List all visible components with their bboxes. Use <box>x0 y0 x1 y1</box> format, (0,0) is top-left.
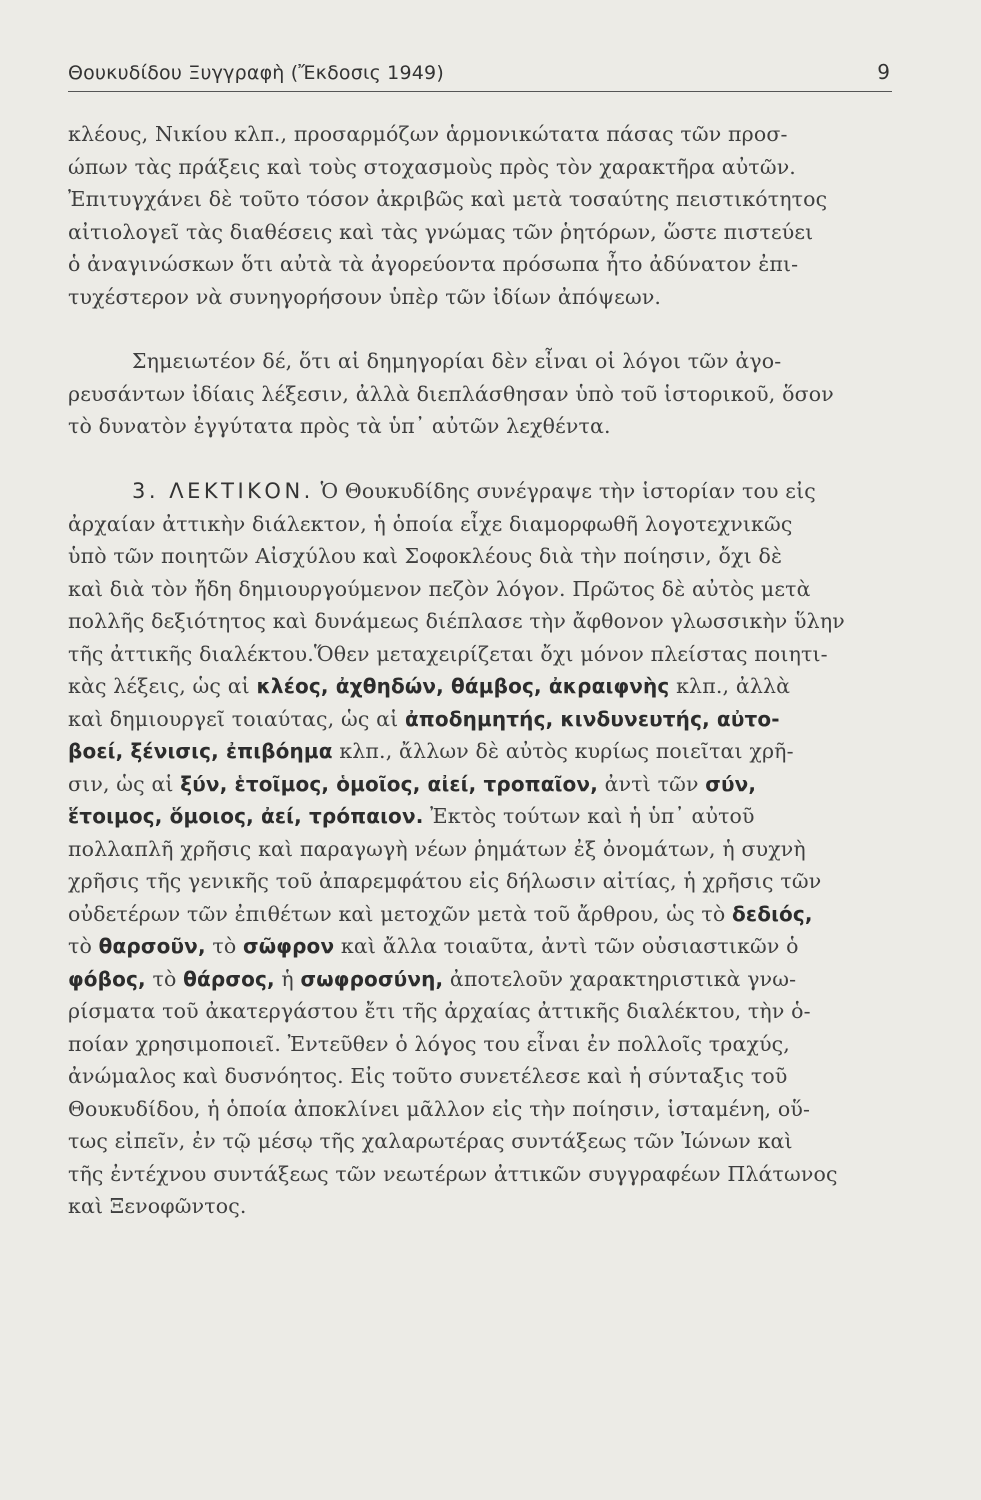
section-heading: 3. ΛΕΚΤΙΚΟΝ. <box>132 479 314 503</box>
line-text: ἀποτελοῦν χαρακτηριστικὰ γνω- <box>449 966 797 991</box>
text-line <box>68 898 890 931</box>
text-line <box>68 768 890 801</box>
line-text: κλπ., ἀλλὰ <box>676 674 791 698</box>
line-text: καὶ δημιουργεῖ τοιαύτας, ὡς αἱ <box>68 706 399 731</box>
bold-term: θάρσος, <box>183 966 275 991</box>
bold-term: σύν, <box>705 771 757 796</box>
text-line: ρίσματα τοῦ ἀκατεργάστου ἔτι τῆς ἀρχαίας ἀττικῆς διαλέκτου, τὴν ὁ- <box>68 999 811 1023</box>
text-line: τως εἰπεῖν, ἐν τῷ μέσῳ τῆς χαλαρωτέρας συντάξεως τῶν Ἰώνων καὶ <box>68 1129 793 1153</box>
bold-term: θαρσοῦν, <box>98 934 206 958</box>
text-line: ἀνώμαλος καὶ δυσνόητος. Εἰς τοῦτο συνετέλεσε καὶ ἡ σύνταξις τοῦ <box>68 1064 788 1088</box>
text-line: ποίαν χρησιμοποιεῖ. Ἐντεῦθεν ὁ λόγος του εἶναι ἐν πολλοῖς τραχύς, <box>68 1031 790 1056</box>
bold-term: βοεί, ξένισις, ἐπιβόημα <box>68 739 333 763</box>
text-line: Ἐπιτυγχάνει δὲ τοῦτο τόσον ἀκριβῶς καὶ μετὰ τοσαύτης πειστικότητος <box>68 187 828 211</box>
header-title: Θουκυδίδου Ξυγγραφὴ (Ἔκδοσις 1949) <box>68 62 444 84</box>
bold-term: φόβος, <box>68 966 146 991</box>
line-text: Ὁ Θουκυδίδης συνέγραψε τὴν ἱστορίαν του εἰς <box>320 479 816 503</box>
text-line: Θουκυδίδου, ἡ ὁποία ἀποκλίνει μᾶλλον εἰς τὴν ποίησιν, ἱσταμένη, οὕ- <box>68 1096 811 1121</box>
bold-term: ἕτοιμος, ὅμοιος, ἀεί, τρόπαιον. <box>68 804 424 828</box>
text-line: κλέους, Νικίου κλπ., προσαρμόζων ἁρμονικώτατα πάσας τῶν προσ- <box>68 122 788 146</box>
text-line: χρῆσις τῆς γενικῆς τοῦ ἀπαρεμφάτου εἰς δήλωσιν αἰτίας, ἡ χρῆσις τῶν <box>68 869 822 893</box>
text-line <box>68 735 890 768</box>
line-text: Ἐκτὸς τούτων καὶ ἡ ὑπ᾽ αὐτοῦ <box>430 804 755 828</box>
text-line: ἀρχαίαν ἀττικὴν διάλεκτον, ἡ ὁποία εἶχε διαμορφωθῆ λογοτεχνικῶς <box>68 511 793 536</box>
paragraph-1 <box>68 118 890 313</box>
bold-term: δεδιός, <box>732 901 813 926</box>
line-text: ἀντὶ τῶν <box>604 771 699 796</box>
line-text: τὸ <box>152 966 177 991</box>
text-line: ὁ ἀναγινώσκων ὅτι αὐτὰ τὰ ἀγορεύοντα πρόσωπα ἦτο ἀδύνατον ἐπι- <box>68 252 799 276</box>
line-text: τὸ <box>68 934 92 958</box>
line-text: κλπ., ἄλλων δὲ αὐτὸς κυρίως ποιεῖται χρῆ- <box>339 739 794 763</box>
bold-term: κλέος, ἀχθηδών, θάμβος, ἀκραιφνὴς <box>256 674 670 698</box>
page-number: 9 <box>877 60 890 84</box>
text-line: τὸ δυνατὸν ἐγγύτατα πρὸς τὰ ὑπ᾽ αὐτῶν λεχθέντα. <box>68 414 611 438</box>
text-line: ὑπὸ τῶν ποιητῶν Αἰσχύλου καὶ Σοφοκλέους διὰ τὴν ποίησιν, ὄχι δὲ <box>68 544 783 568</box>
text-line: αἰτιολογεῖ τὰς διαθέσεις καὶ τὰς γνώμας τῶν ῥητόρων, ὥστε πιστεύει <box>68 219 814 244</box>
section-3-paragraph <box>68 475 890 1223</box>
text-line: ώπων τὰς πράξεις καὶ τοὺς στοχασμοὺς πρὸς τὸν χαρακτῆρα αὐτῶν. <box>68 154 796 179</box>
text-line: Σημειωτέον δέ, ὅτι αἱ δημηγορίαι δὲν εἶναι οἱ λόγοι τῶν ἀγο- <box>132 349 782 373</box>
text-line: τυχέστερον νὰ συνηγορήσουν ὑπὲρ τῶν ἰδίων ἀπόψεων. <box>68 284 662 309</box>
text-line <box>68 703 890 736</box>
running-header <box>68 58 892 92</box>
line-text: σιν, ὡς αἱ <box>68 771 174 796</box>
text-line: τῆς ἐντέχνου συντάξεως τῶν νεωτέρων ἀττικῶν συγγραφέων Πλάτωνος <box>68 1161 838 1186</box>
text-line: τῆς ἀττικῆς διαλέκτου.Ὅθεν μεταχειρίζεται ὄχι μόνον πλείστας ποιητι- <box>68 641 828 666</box>
text-line <box>68 475 890 508</box>
text-line: πολλαπλῆ χρῆσις καὶ παραγωγὴ νέων ῥημάτων ἐξ ὀνομάτων, ἡ συχνὴ <box>68 836 806 861</box>
text-line <box>68 800 890 833</box>
bold-term: σωφροσύνη, <box>300 966 444 991</box>
text-line: ρευσάντων ἰδίαις λέξεσιν, ἀλλὰ διεπλάσθησαν ὑπὸ τοῦ ἱστορικοῦ, ὅσον <box>68 381 834 406</box>
text-line <box>68 930 890 963</box>
line-text: κὰς λέξεις, ὡς αἱ <box>68 674 250 698</box>
text-line: καὶ διὰ τὸν ἤδη δημιουργούμενον πεζὸν λόγον. Πρῶτος δὲ αὐτὸς μετὰ <box>68 576 811 601</box>
text-line: πολλῆς δεξιότητος καὶ δυνάμεως διέπλασε τὴν ἄφθονον γλωσσικὴν ὕλην <box>68 609 845 633</box>
line-text: τὸ <box>212 934 237 958</box>
bold-term: ξύν, ἑτοῖμος, ὁμοῖος, αἰεί, τροπαῖον, <box>180 771 598 796</box>
text-line <box>68 670 890 703</box>
text-line: καὶ Ξενοφῶντος. <box>68 1194 247 1218</box>
line-text: οὐδετέρων τῶν ἐπιθέτων καὶ μετοχῶν μετὰ τοῦ ἄρθρου, ὡς τὸ <box>68 901 726 926</box>
bold-term: σῶφρον <box>243 934 335 958</box>
text-line <box>68 963 890 996</box>
line-text: καὶ ἄλλα τοιαῦτα, ἀντὶ τῶν οὐσιαστικῶν ὁ <box>340 934 799 958</box>
bold-term: ἀποδημητής, κινδυνευτής, αὐτο- <box>404 706 780 731</box>
paragraph-2 <box>68 345 890 443</box>
line-text: ἡ <box>281 966 294 991</box>
